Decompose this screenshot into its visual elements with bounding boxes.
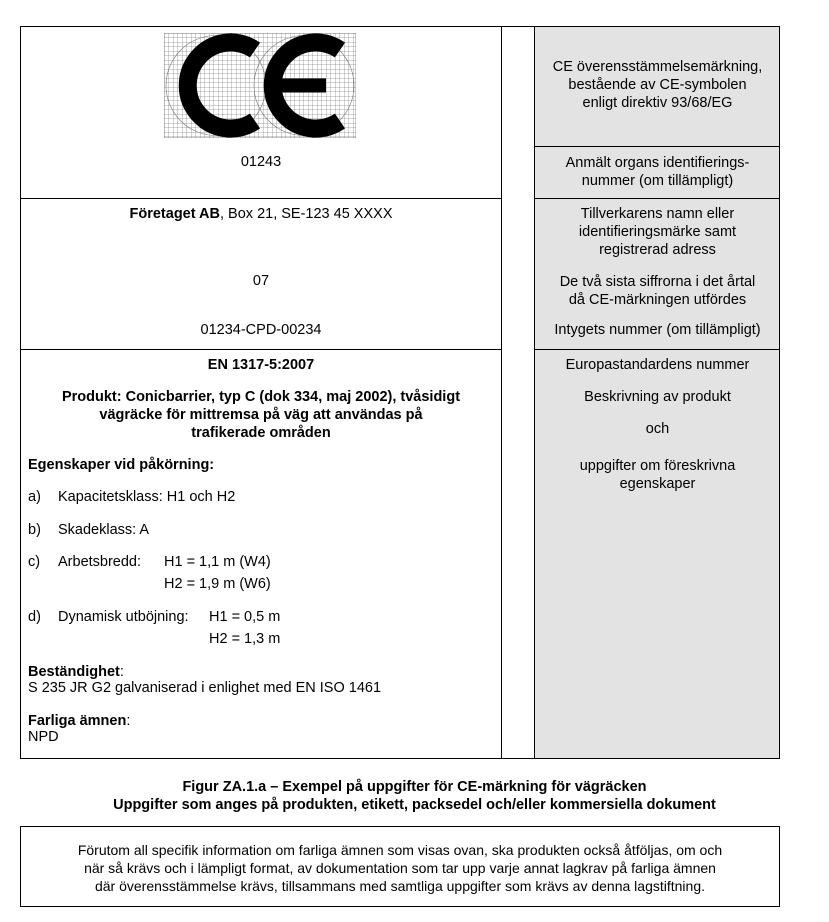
item-letter: a) — [28, 489, 41, 505]
annotation-line: uppgifter om föreskrivna — [579, 458, 736, 474]
product-desc-line: Produkt: Conicbarrier, typ C (dok 334, maj 2002), tvåsidigt — [61, 389, 461, 405]
item-text: Kapacitetsklass: H1 och H2 — [58, 489, 236, 505]
annotation-divider-1 — [534, 146, 780, 147]
item-letter: c) — [28, 554, 41, 570]
annotation-line: egenskaper — [619, 476, 696, 492]
annotation-manufacturer — [535, 205, 780, 259]
annotation-standard: Europastandardens nummer — [565, 357, 750, 373]
item-c — [28, 554, 141, 570]
annotation-line: CE överensstämmelsemärkning, — [552, 59, 763, 75]
row-divider-1 — [20, 198, 502, 199]
annotation-ce-marking — [535, 58, 780, 112]
hazard-text: NPD — [28, 729, 59, 745]
item-text: Skadeklass: A — [58, 522, 150, 538]
manufacturer-line — [20, 206, 502, 222]
item-letter: b) — [28, 522, 41, 538]
annotation-line: registrerad adress — [599, 242, 716, 258]
annotation-line: De två sista siffrorna i det årtal — [559, 274, 756, 290]
company-address: , Box 21, SE-123 45 XXXX — [220, 206, 393, 222]
caption-line-2: Uppgifter som anges på produkten, etikett, packsedel och/eller kommersiella dokument — [113, 797, 716, 813]
durability-block — [28, 664, 381, 696]
colon: : — [126, 713, 131, 729]
annotation-product: Beskrivning av produkt — [584, 389, 731, 405]
item-d — [28, 609, 189, 625]
marking-year: 07 — [252, 273, 270, 289]
annotation-line: nummer (om tillämpligt) — [581, 173, 734, 189]
row-divider-2 — [20, 349, 502, 350]
item-text: Arbetsbredd: — [58, 554, 142, 570]
item-c-value-1: H1 = 1,1 m (W4) — [164, 554, 271, 570]
ce-mark-icon — [164, 33, 356, 138]
annotation-notified-body — [535, 154, 780, 190]
item-text: Dynamisk utböjning: — [58, 609, 189, 625]
hazard-block — [28, 713, 130, 745]
annotation-year — [535, 273, 780, 309]
note-line: när så krävs och i lämpligt format, av dokumentation som tar upp varje annat lagkrav på farliga ämnen — [84, 860, 716, 876]
note-line: Förutom all specifik information om farliga ämnen som visas ovan, ska produkten också åtföljas, om och — [77, 842, 723, 858]
note-box — [20, 826, 780, 907]
item-a — [28, 489, 235, 505]
durability-text: S 235 JR G2 galvaniserad i enlighet med EN ISO 1461 — [28, 680, 382, 696]
product-description — [20, 388, 502, 442]
caption-line-1: Figur ZA.1.a – Exempel på uppgifter för CE-märkning för vägräcken — [182, 779, 647, 795]
figure-caption — [0, 778, 829, 814]
hazard-heading: Farliga ämnen — [28, 713, 127, 729]
standard-number: EN 1317-5:2007 — [207, 357, 315, 373]
annotation-line: Tillverkarens namn eller — [580, 206, 735, 222]
annotation-characteristics — [535, 457, 780, 493]
annotation-line: bestående av CE-symbolen — [568, 77, 747, 93]
item-d-value-2: H2 = 1,3 m — [209, 631, 281, 647]
note-line: där överensstämmelse krävs, tillsammans med samtliga uppgifter som krävs av denna lagstiftning. — [94, 878, 706, 894]
colon: : — [119, 664, 124, 680]
product-desc-line: vägräcke för mittremsa på väg att användas på — [99, 407, 423, 423]
company-name: Företaget AB — [129, 206, 220, 222]
annotation-divider-2 — [534, 198, 780, 199]
annotation-certificate: Intygets nummer (om tillämpligt) — [554, 322, 761, 338]
annotation-line: då CE-märkningen utfördes — [568, 292, 747, 308]
notified-body-number: 01243 — [240, 154, 282, 170]
impact-heading: Egenskaper vid påkörning: — [28, 457, 215, 473]
durability-heading: Beständighet — [28, 664, 120, 680]
annotation-divider-3 — [534, 349, 780, 350]
product-desc-line: trafikerade områden — [191, 425, 331, 441]
annotation-line: Anmält organs identifierings- — [565, 155, 750, 171]
item-b — [28, 522, 149, 538]
annotation-line: identifieringsmärke samt — [578, 224, 737, 240]
item-letter: d) — [28, 609, 41, 625]
item-c-value-2: H2 = 1,9 m (W6) — [164, 576, 271, 592]
annotation-line: enligt direktiv 93/68/EG — [582, 95, 733, 111]
certificate-number: 01234-CPD-00234 — [200, 322, 322, 338]
annotation-and: och — [645, 421, 670, 437]
item-d-value-1: H1 = 0,5 m — [209, 609, 281, 625]
